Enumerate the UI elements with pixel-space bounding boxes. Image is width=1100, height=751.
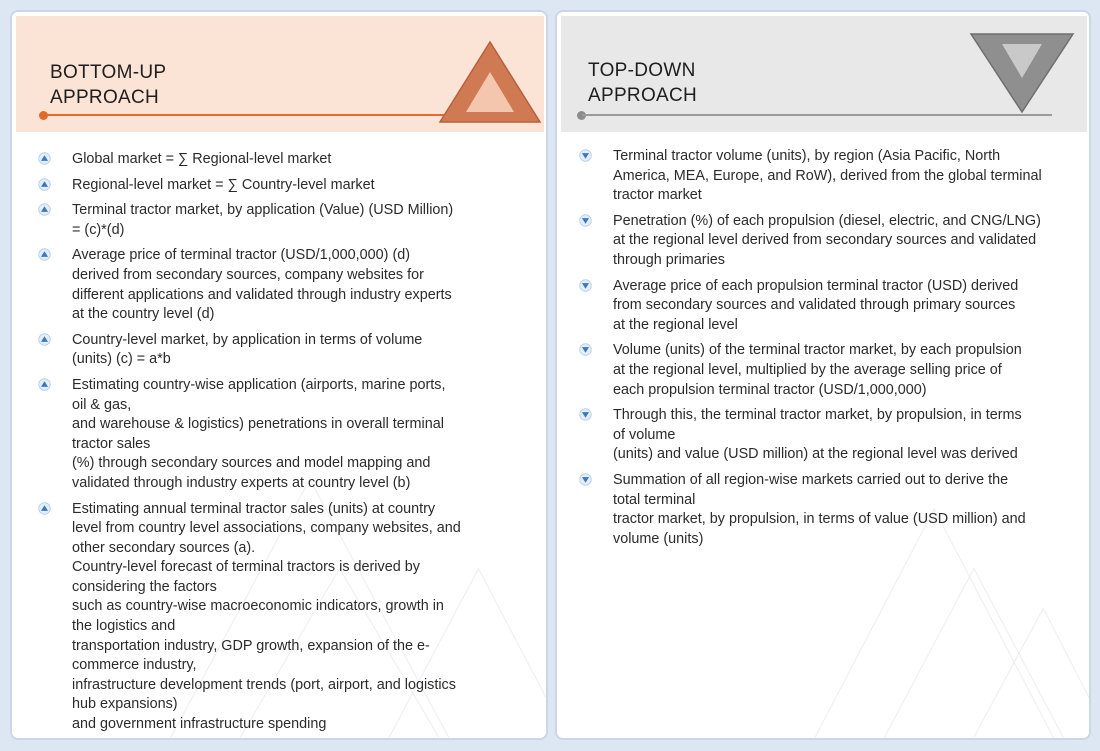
list-item-text: Penetration (%) of each propulsion (diesel, electric, and CNG/LNG) at the regional level derived from secondary sources and validated through primaries [613, 212, 1041, 268]
bullet-down-icon [579, 473, 592, 486]
list-item-text: Summation of all region-wise markets carried out to derive the total terminal tractor market, by propulsion, in terms of value (USD million) and volume (units) [613, 471, 1026, 547]
top-down-header [561, 16, 1087, 132]
list-item-text: Estimating annual terminal tractor sales (units) at country level from country level associations, company websites, and other secondary sources (a). Country-level forecast of terminal tractors is derived by considering the factors such as country-wise macroeconomic indicators, growth in the logistics and transportation industry, GDP growth, expansion of the e- commerce industry, infrastructure development trends (port, airport, and logistics hub expansions) and government infrastructure spending [72, 500, 461, 733]
bullet-up-icon [38, 378, 51, 391]
bottom-up-list [38, 150, 498, 740]
list-item [38, 201, 498, 240]
list-item-text: Through this, the terminal tractor market, by propulsion, in terms of volume (units) and value (USD million) at the regional level was derived [613, 407, 1022, 463]
bullet-up-icon [38, 203, 51, 216]
bullet-up-icon [38, 502, 51, 515]
list-item [38, 150, 498, 170]
list-item-text: Average price of each propulsion terminal tractor (USD) derived from secondary sources and validated through primary sources at the regional level [613, 277, 1019, 333]
bullet-up-icon [38, 152, 51, 165]
list-item-text: Volume (units) of the terminal tractor market, by each propulsion at the regional level, multiplied by the average selling price of each propulsion terminal tractor (USD/1,000,000) [613, 342, 1022, 398]
bullet-up-icon [38, 248, 51, 261]
list-item [38, 246, 498, 324]
list-item [38, 376, 498, 494]
triangle-up-icon [436, 40, 544, 124]
list-item-text: Global market = ∑ Regional-level market [72, 151, 332, 167]
list-item [579, 212, 1069, 271]
bottom-up-title: BOTTOM-UP APPROACH [50, 62, 167, 108]
header-underline [582, 114, 1052, 116]
list-item [579, 277, 1069, 336]
bullet-down-icon [579, 279, 592, 292]
list-item [579, 471, 1069, 549]
list-item-text: Regional-level market = ∑ Country-level market [72, 176, 375, 193]
list-item [579, 147, 1069, 206]
bullet-up-icon [38, 333, 51, 346]
top-down-list [579, 147, 1069, 555]
bullet-down-icon [579, 214, 592, 227]
bullet-down-icon [579, 408, 592, 421]
list-item [38, 500, 498, 735]
bottom-up-header [16, 16, 544, 132]
list-item-text: Average price of terminal tractor (USD/1,000,000) (d) derived from secondary sources, company websites for different applications and validated through industry experts at the country level (d) [72, 247, 452, 323]
list-item [579, 406, 1069, 465]
list-item [38, 331, 498, 370]
list-item-text: Estimating country-wise application (airports, marine ports, oil & gas, and warehouse & logistics) penetrations in overall terminal tractor sales (%) through secondary sources and model mapping and validated through industry experts at country level (b) [72, 376, 446, 491]
list-item-text: Terminal tractor market, by application (Value) (USD Million) = (c)*(d) [72, 202, 454, 238]
list-item [579, 341, 1069, 400]
triangle-down-icon [969, 32, 1075, 114]
top-down-panel [555, 10, 1091, 740]
list-item-text: Terminal tractor volume (units), by region (Asia Pacific, North America, MEA, Europe, and RoW), derived from the global terminal tractor market [613, 148, 1042, 204]
bottom-up-panel [10, 10, 548, 740]
bullet-up-icon [38, 178, 51, 191]
list-item [38, 176, 498, 196]
top-down-title: TOP-DOWN APPROACH [588, 60, 698, 106]
list-item-text: Country-level market, by application in terms of volume (units) (c) = a*b [72, 331, 423, 368]
bullet-down-icon [579, 343, 592, 356]
bullet-down-icon [579, 149, 592, 162]
